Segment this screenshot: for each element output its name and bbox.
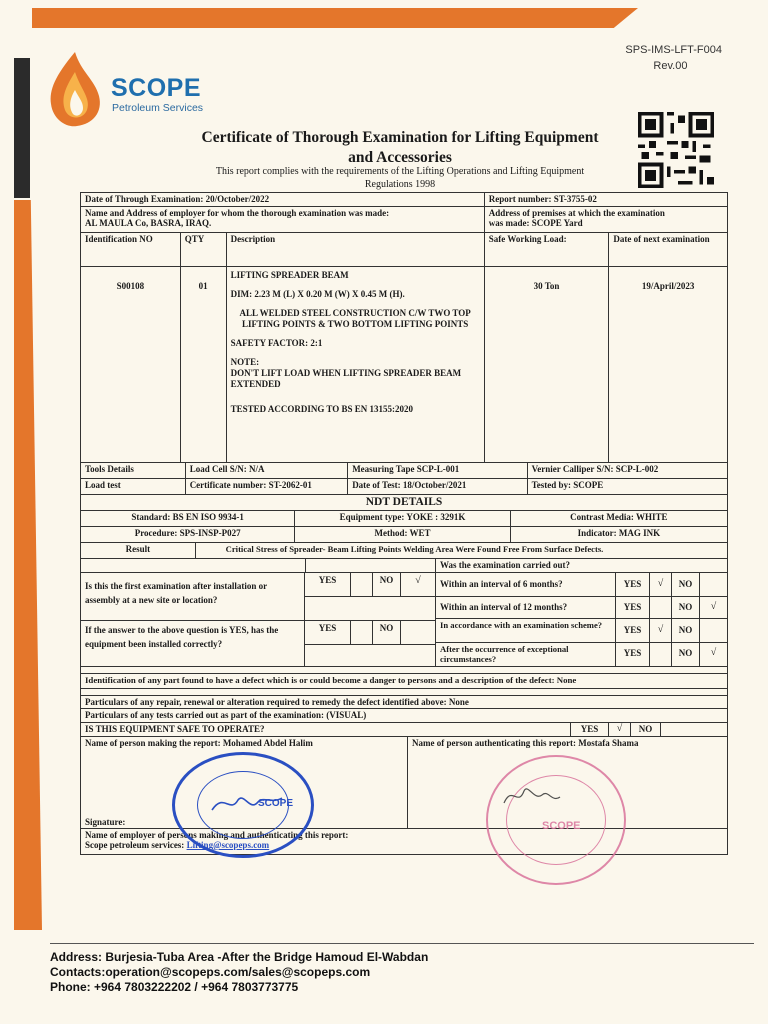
ndt-title: NDT DETAILS [365, 496, 443, 508]
exceptional-no: NO [672, 643, 700, 666]
side-dark-stripe [14, 58, 30, 198]
top-orange-bar [32, 8, 638, 28]
scheme-label: In accordance with an examination scheme? [436, 619, 616, 642]
int12-no: NO [672, 597, 700, 618]
footer-address: Address: Burjesia-Tuba Area -After the Bridge Hamoud El-Wabdan [50, 950, 429, 964]
doc-code-text: SPS-IMS-LFT-F004 [625, 44, 722, 56]
repair-line: Particulars of any repair, renewal or alteration required to remedy the defect identified above: None [85, 697, 469, 707]
signature-label: Signature: [85, 817, 126, 827]
description-cell [227, 267, 485, 462]
certificate-title [140, 128, 660, 168]
int6-yes: YES [616, 573, 650, 596]
question-installed: If the answer to the above question is YES, has the equipment been installed correctly? [81, 621, 305, 666]
subtitle-line-2: Regulations 1998 [364, 179, 436, 190]
employer-label: Name and Address of employer for whom the thorough examination was made: [85, 208, 390, 218]
scheme-yes-check: √ [650, 619, 672, 642]
pink-company-stamp [486, 755, 626, 885]
int6-yes-check: √ [650, 573, 672, 596]
employer-person-label: Name of employer of persons making and authenticating this report: [85, 830, 349, 840]
loadtest-label: Load test [81, 479, 186, 494]
blue-company-stamp [172, 752, 314, 858]
scheme-yes: YES [616, 619, 650, 642]
footer-contact [50, 950, 428, 995]
col-next-header: Date of next examination [613, 234, 710, 244]
ndt-standard: Standard: BS EN ISO 9934-1 [81, 511, 295, 526]
q1-yes: YES [305, 573, 351, 596]
footer-phone: Phone: +964 7803222202 / +964 7803773775 [50, 980, 299, 994]
desc-safety-factor: SAFETY FACTOR: 2:1 [230, 338, 323, 348]
stamp-pink-signature-icon [486, 755, 626, 885]
authenticator-block: Name of person authenticating this report: Mostafa Shama [411, 738, 639, 748]
result-label: Result [81, 543, 196, 558]
desc-dimensions: DIM: 2.23 M (L) X 0.20 M (W) X 0.45 M (H). [230, 289, 405, 299]
defect-line: Identification of any part found to have a defect which is or could become a danger to persons and a description of the defect: None [85, 675, 577, 685]
carried-out-label: Was the examination carried out? [436, 559, 727, 573]
title-line-1: Certificate of Thorough Examination for Lifting Equipment [201, 129, 599, 146]
premises-value: was made: SCOPE Yard [488, 218, 583, 228]
report-number: Report number: ST-3755-02 [488, 194, 597, 204]
swl-value: 30 Ton [485, 267, 610, 462]
tests-line: Particulars of any tests carried out as part of the examination: (VISUAL) [85, 710, 367, 720]
employer-value: AL MAULA Co, BASRA, IRAQ. [85, 218, 212, 228]
desc-standard: TESTED ACCORDING TO BS EN 13155:2020 [230, 404, 414, 414]
safe-yes: YES [571, 723, 609, 736]
regulation-note [160, 165, 640, 191]
exceptional-label: After the occurrence of exceptional circumstances? [436, 643, 616, 666]
interval-12-label: Within an interval of 12 months? [436, 597, 616, 618]
safe-yes-check: √ [609, 723, 631, 736]
premises-block [485, 207, 727, 232]
desc-construction: ALL WELDED STEEL CONSTRUCTION C/W TWO TOP LIFTING POINTS & TWO BOTTOM LIFTING POINTS [239, 308, 471, 329]
footer-contacts: Contacts:operation@scopeps.com/sales@scopeps.com [50, 965, 371, 979]
scheme-no: NO [672, 619, 700, 642]
tools-tape: Measuring Tape SCP-L-001 [348, 463, 527, 478]
desc-note: DON'T LIFT LOAD WHEN LIFTING SPREADER BEAM EXTENDED [230, 368, 462, 389]
loadtest-date: Date of Test: 18/October/2021 [348, 479, 527, 494]
tools-caliper: Vernier Calliper S/N: SCP-L-002 [531, 464, 659, 474]
logo-wordmark: SCOPE [111, 74, 202, 102]
ndt-contrast: Contrast Media: WHITE [570, 512, 668, 522]
q2-yes: YES [305, 621, 351, 644]
desc-title: LIFTING SPREADER BEAM [230, 270, 349, 280]
safe-no: NO [631, 723, 661, 736]
loadtest-cert: Certificate number: ST-2062-01 [186, 479, 349, 494]
tools-loadcell: Load Cell S/N: N/A [186, 463, 349, 478]
result-value: Critical Stress of Spreader- Beam Lifting Points Welding Area Were Found Free From Surface Defects. [225, 544, 604, 554]
questions-right [436, 559, 727, 666]
maker-name: Name of person making the report: Mohamed Abdel Halim [85, 738, 313, 748]
int6-no: NO [672, 573, 700, 596]
title-line-2: and Accessories [348, 149, 452, 166]
revision-text: Rev.00 [653, 60, 688, 72]
exceptional-yes: YES [616, 643, 650, 666]
q2-no: NO [373, 621, 401, 644]
premises-label: Address of premises at which the examination [488, 208, 665, 218]
col-swl-header: Safe Working Load: [485, 233, 610, 266]
questions-left [81, 559, 436, 666]
next-exam-value: 19/April/2023 [641, 281, 695, 291]
svg-text:SCOPE: SCOPE [542, 820, 581, 832]
ndt-method: Method: WET [295, 527, 510, 542]
company-logo [45, 50, 225, 130]
id-value: S00108 [81, 267, 181, 462]
footer-divider [50, 943, 754, 944]
ndt-indicator: Indicator: MAG INK [577, 528, 661, 538]
logo-subtitle: Petroleum Services [112, 102, 204, 114]
q1-no: NO [373, 573, 401, 596]
tools-label: Tools Details [81, 463, 186, 478]
stamp-signature-icon [172, 752, 314, 858]
question-first-exam: Is this the first examination after installation or assembly at a new site or location? [81, 573, 305, 620]
employer-block [81, 207, 485, 232]
int12-no-check: √ [710, 601, 717, 612]
col-desc-header: Description [227, 233, 485, 266]
int12-yes: YES [616, 597, 650, 618]
flame-icon [45, 50, 105, 128]
desc-note-label: NOTE: [230, 357, 260, 367]
side-orange-stripe [14, 200, 42, 930]
email-link[interactable]: Lifting@scopeps.com [186, 840, 270, 850]
subtitle-line-1: This report complies with the requirements of the Lifting Operations and Lifting Equipment [215, 166, 585, 177]
document-code [625, 42, 722, 74]
exam-date: Date of Through Examination: 20/October/2022 [81, 193, 485, 206]
interval-6-label: Within an interval of 6 months? [436, 573, 616, 596]
ndt-procedure: Procedure: SPS-INSP-P027 [81, 527, 295, 542]
col-id-header: Identification NO [81, 233, 181, 266]
svg-text:SCOPE: SCOPE [258, 798, 294, 809]
employer-company: Scope petroleum services: [85, 840, 185, 850]
safe-question: IS THIS EQUIPMENT SAFE TO OPERATE? [81, 723, 571, 736]
col-qty-header: QTY [181, 233, 227, 266]
q1-no-check: √ [415, 575, 421, 586]
exceptional-no-check: √ [710, 647, 717, 658]
loadtest-by: Tested by: SCOPE [531, 480, 604, 490]
ndt-equipment: Equipment type: YOKE : 3291K [295, 511, 510, 526]
qty-value: 01 [181, 267, 227, 462]
